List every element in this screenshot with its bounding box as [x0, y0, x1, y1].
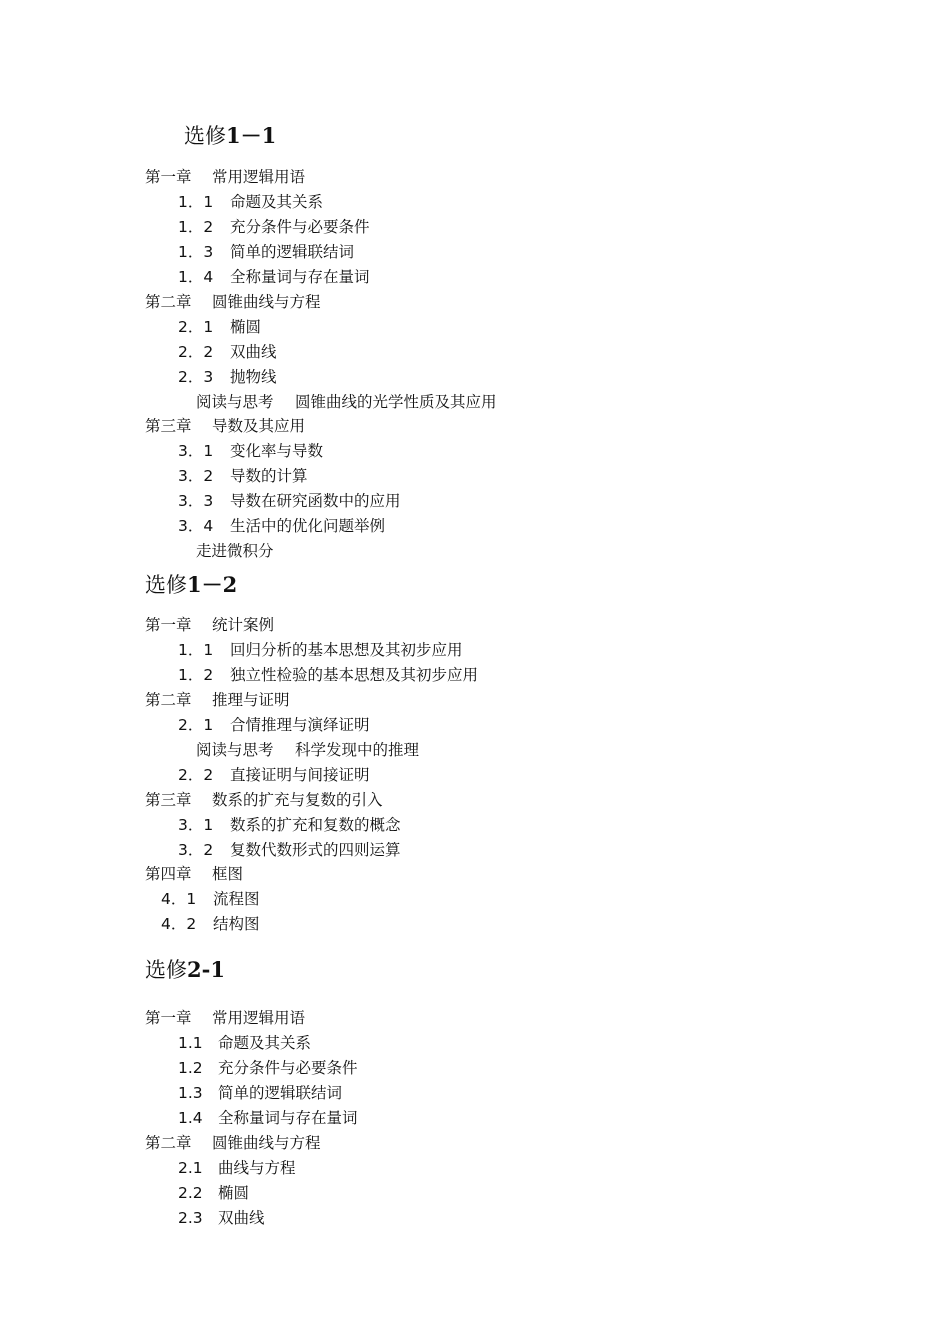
section-number: 4．1 — [161, 890, 197, 908]
section-title: 充分条件与必要条件 — [218, 1059, 358, 1077]
section-number: 2.1 — [178, 1159, 203, 1177]
section-number: 3．1 — [178, 816, 214, 834]
book-heading-number: 1－1 — [226, 123, 277, 148]
toc-section — [178, 1208, 265, 1228]
toc-chapter — [145, 790, 383, 810]
section-title: 命题及其关系 — [218, 1034, 312, 1052]
toc-chapter — [145, 167, 305, 187]
section-title: 生活中的优化问题举例 — [230, 517, 386, 535]
section-number: 1.3 — [178, 1084, 203, 1102]
toc-chapter — [145, 615, 274, 635]
toc-chapter — [145, 416, 305, 436]
section-title: 合情推理与演绎证明 — [230, 716, 370, 734]
section-title: 数系的扩充和复数的概念 — [230, 816, 401, 834]
chapter-label: 第一章 — [145, 168, 192, 186]
chapter-title: 常用逻辑用语 — [212, 168, 306, 186]
book-heading-number: 2-1 — [187, 957, 225, 982]
chapter-label: 第二章 — [145, 1134, 192, 1152]
section-number: 2.3 — [178, 1209, 203, 1227]
toc-section — [161, 914, 260, 934]
toc-section — [178, 1183, 249, 1203]
toc-chapter — [145, 864, 243, 884]
section-number: 1．1 — [178, 641, 214, 659]
section-title: 回归分析的基本思想及其初步应用 — [230, 641, 463, 659]
chapter-title: 框图 — [212, 865, 244, 883]
toc-chapter — [145, 690, 290, 710]
reading-label: 阅读与思考 — [196, 393, 274, 411]
toc-section — [178, 516, 385, 536]
toc-section — [178, 1033, 311, 1053]
chapter-title: 圆锥曲线与方程 — [212, 293, 321, 311]
toc-chapter — [145, 1008, 305, 1028]
toc-section — [178, 242, 354, 262]
toc-section — [178, 665, 478, 685]
section-number: 3．3 — [178, 492, 214, 510]
chapter-title: 数系的扩充与复数的引入 — [212, 791, 383, 809]
section-title: 全称量词与存在量词 — [230, 268, 370, 286]
toc-section — [178, 1158, 296, 1178]
toc-chapter — [145, 292, 321, 312]
toc-section — [178, 1108, 358, 1128]
section-title: 简单的逻辑联结词 — [218, 1084, 343, 1102]
book-heading — [145, 954, 225, 984]
chapter-title: 导数及其应用 — [212, 417, 306, 435]
reading-title: 圆锥曲线的光学性质及其应用 — [295, 393, 497, 411]
chapter-label: 第三章 — [145, 791, 192, 809]
section-number: 1．3 — [178, 243, 214, 261]
section-number: 1.4 — [178, 1109, 203, 1127]
toc-section — [178, 491, 401, 511]
section-title: 双曲线 — [230, 343, 277, 361]
section-number: 3．2 — [178, 841, 214, 859]
section-title: 充分条件与必要条件 — [230, 218, 370, 236]
section-title: 结构图 — [213, 915, 260, 933]
toc-section — [178, 815, 401, 835]
chapter-label: 第一章 — [145, 616, 192, 634]
section-title: 导数在研究函数中的应用 — [230, 492, 401, 510]
toc-reading-item — [196, 392, 497, 412]
toc-section — [178, 342, 277, 362]
section-number: 1．2 — [178, 666, 214, 684]
section-title: 简单的逻辑联结词 — [230, 243, 355, 261]
chapter-title: 圆锥曲线与方程 — [212, 1134, 321, 1152]
toc-extra-item — [196, 541, 274, 561]
chapter-title: 常用逻辑用语 — [212, 1009, 306, 1027]
toc-section — [178, 317, 261, 337]
extra-title: 走进微积分 — [196, 542, 274, 560]
section-number: 4．2 — [161, 915, 197, 933]
section-number: 2．3 — [178, 368, 214, 386]
toc-section — [178, 192, 323, 212]
section-number: 1.2 — [178, 1059, 203, 1077]
section-number: 3．2 — [178, 467, 214, 485]
section-number: 2．1 — [178, 318, 214, 336]
chapter-title: 推理与证明 — [212, 691, 290, 709]
section-number: 2．1 — [178, 716, 214, 734]
section-title: 抛物线 — [230, 368, 277, 386]
section-title: 双曲线 — [218, 1209, 265, 1227]
toc-section — [178, 217, 370, 237]
section-number: 3．4 — [178, 517, 214, 535]
section-number: 1.1 — [178, 1034, 203, 1052]
toc-section — [178, 1058, 358, 1078]
chapter-label: 第一章 — [145, 1009, 192, 1027]
section-number: 2．2 — [178, 343, 214, 361]
toc-section — [178, 367, 277, 387]
section-title: 复数代数形式的四则运算 — [230, 841, 401, 859]
section-number: 3．1 — [178, 442, 214, 460]
toc-section — [178, 441, 323, 461]
book-heading-title: 选修 — [184, 124, 226, 148]
section-title: 命题及其关系 — [230, 193, 324, 211]
book-heading — [184, 120, 276, 150]
section-title: 椭圆 — [230, 318, 262, 336]
toc-section — [178, 466, 308, 486]
chapter-label: 第三章 — [145, 417, 192, 435]
book-heading-title: 选修 — [145, 573, 187, 597]
reading-label: 阅读与思考 — [196, 741, 274, 759]
section-number: 1．1 — [178, 193, 214, 211]
section-title: 曲线与方程 — [218, 1159, 296, 1177]
section-title: 独立性检验的基本思想及其初步应用 — [230, 666, 479, 684]
reading-title: 科学发现中的推理 — [295, 741, 420, 759]
section-number: 2．2 — [178, 766, 214, 784]
section-title: 全称量词与存在量词 — [218, 1109, 358, 1127]
book-heading-number: 1－2 — [187, 572, 238, 597]
chapter-label: 第二章 — [145, 293, 192, 311]
chapter-label: 第四章 — [145, 865, 192, 883]
section-title: 流程图 — [213, 890, 260, 908]
section-title: 变化率与导数 — [230, 442, 324, 460]
toc-section — [178, 1083, 342, 1103]
book-heading — [145, 569, 237, 599]
chapter-label: 第二章 — [145, 691, 192, 709]
toc-chapter — [145, 1133, 321, 1153]
chapter-title: 统计案例 — [212, 616, 275, 634]
section-title: 直接证明与间接证明 — [230, 766, 370, 784]
toc-reading-item — [196, 740, 419, 760]
book-heading-title: 选修 — [145, 958, 187, 982]
section-title: 导数的计算 — [230, 467, 308, 485]
section-title: 椭圆 — [218, 1184, 250, 1202]
toc-section — [178, 715, 370, 735]
section-number: 1．2 — [178, 218, 214, 236]
toc-section — [178, 840, 401, 860]
section-number: 1．4 — [178, 268, 214, 286]
toc-section — [178, 267, 370, 287]
toc-section — [178, 640, 463, 660]
toc-section — [178, 765, 370, 785]
toc-section — [161, 889, 260, 909]
section-number: 2.2 — [178, 1184, 203, 1202]
